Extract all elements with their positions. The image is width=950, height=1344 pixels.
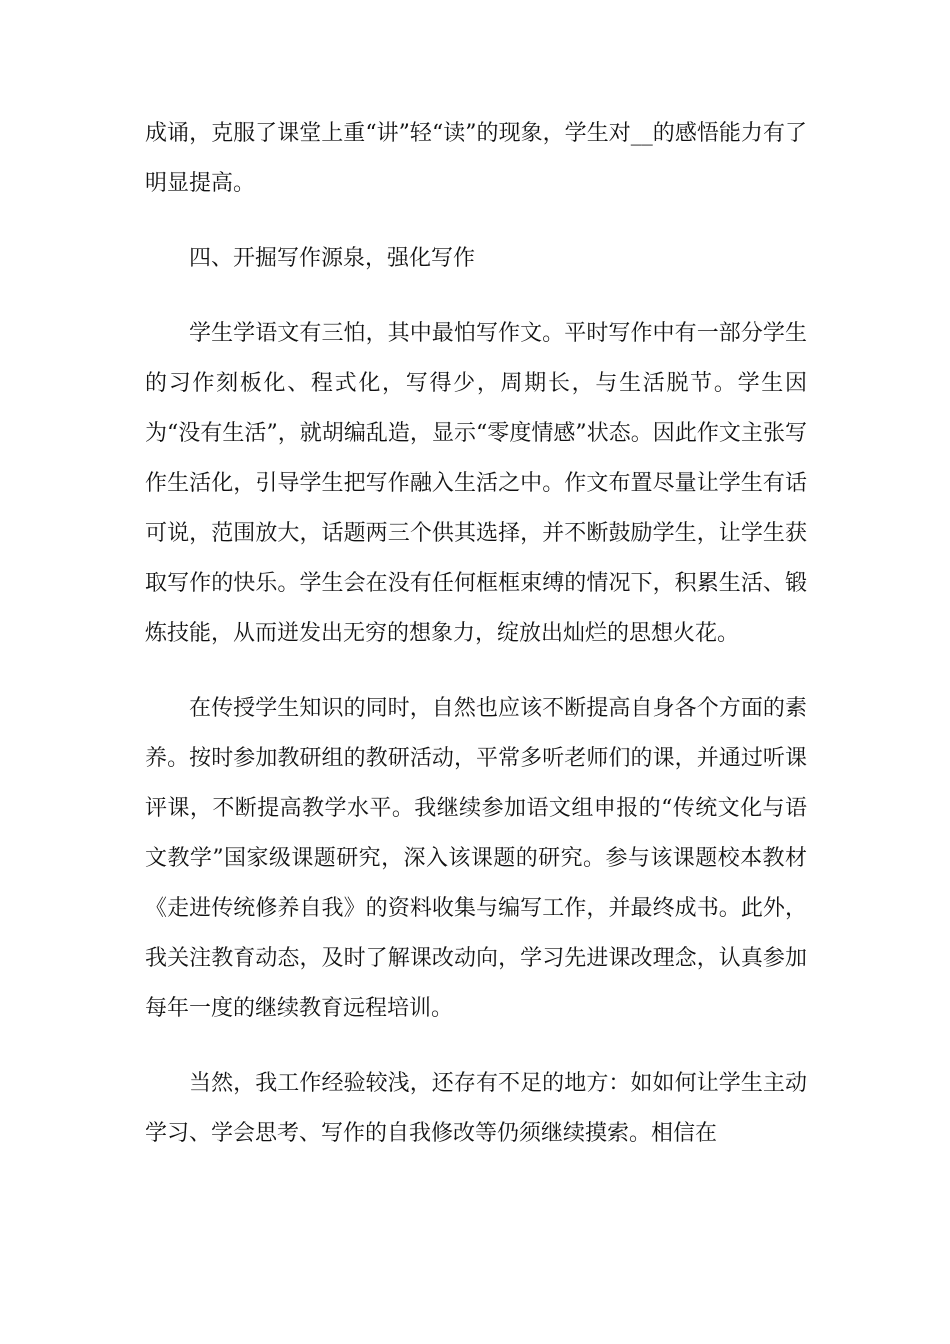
paragraph-shortcomings: 当然，我工作经验较浅，还存有不足的地方：如如何让学生主动学习、学会思考、写作的自我修改等仍须继续摸索。相信在 [145, 1071, 807, 1146]
document-body [145, 109, 807, 1184]
paragraph-self-improvement: 在传授学生知识的同时，自然也应该不断提高自身各个方面的素养。按时参加教研组的教研活动，平常多听老师们的课，并通过听课评课，不断提高教学水平。我继续参加语文组申报的“传统文化与语文教学”国家级课题研究，深入该课题的研究。参与该课题校本教材《走进传统修养自我》的资料收集与编写工作，并最终成书。此外，我关注教育动态，及时了解课改动向，学习先进课改理念，认真参加每年一度的继续教育远程培训。 [145, 696, 807, 1021]
section-heading: 四、开掘写作源泉，强化写作 [189, 246, 476, 271]
paragraph-writing: 学生学语文有三怕，其中最怕写作文。平时写作中有一部分学生的习作刻板化、程式化，写得少，周期长，与生活脱节。学生因为“没有生活”，就胡编乱造，显示“零度情感”状态。因此作文主张写作生活化，引导学生把写作融入生活之中。作文布置尽量让学生有话可说，范围放大，话题两三个供其选择，并不断鼓励学生，让学生获取写作的快乐。学生会在没有任何框框束缚的情况下，积累生活、锻炼技能，从而迸发出无穷的想象力，绽放出灿烂的思想火花。 [145, 321, 807, 646]
paragraph-continuation: 成诵，克服了课堂上重“讲”轻“读”的现象，学生对__的感悟能力有了明显提高。 [145, 121, 807, 196]
